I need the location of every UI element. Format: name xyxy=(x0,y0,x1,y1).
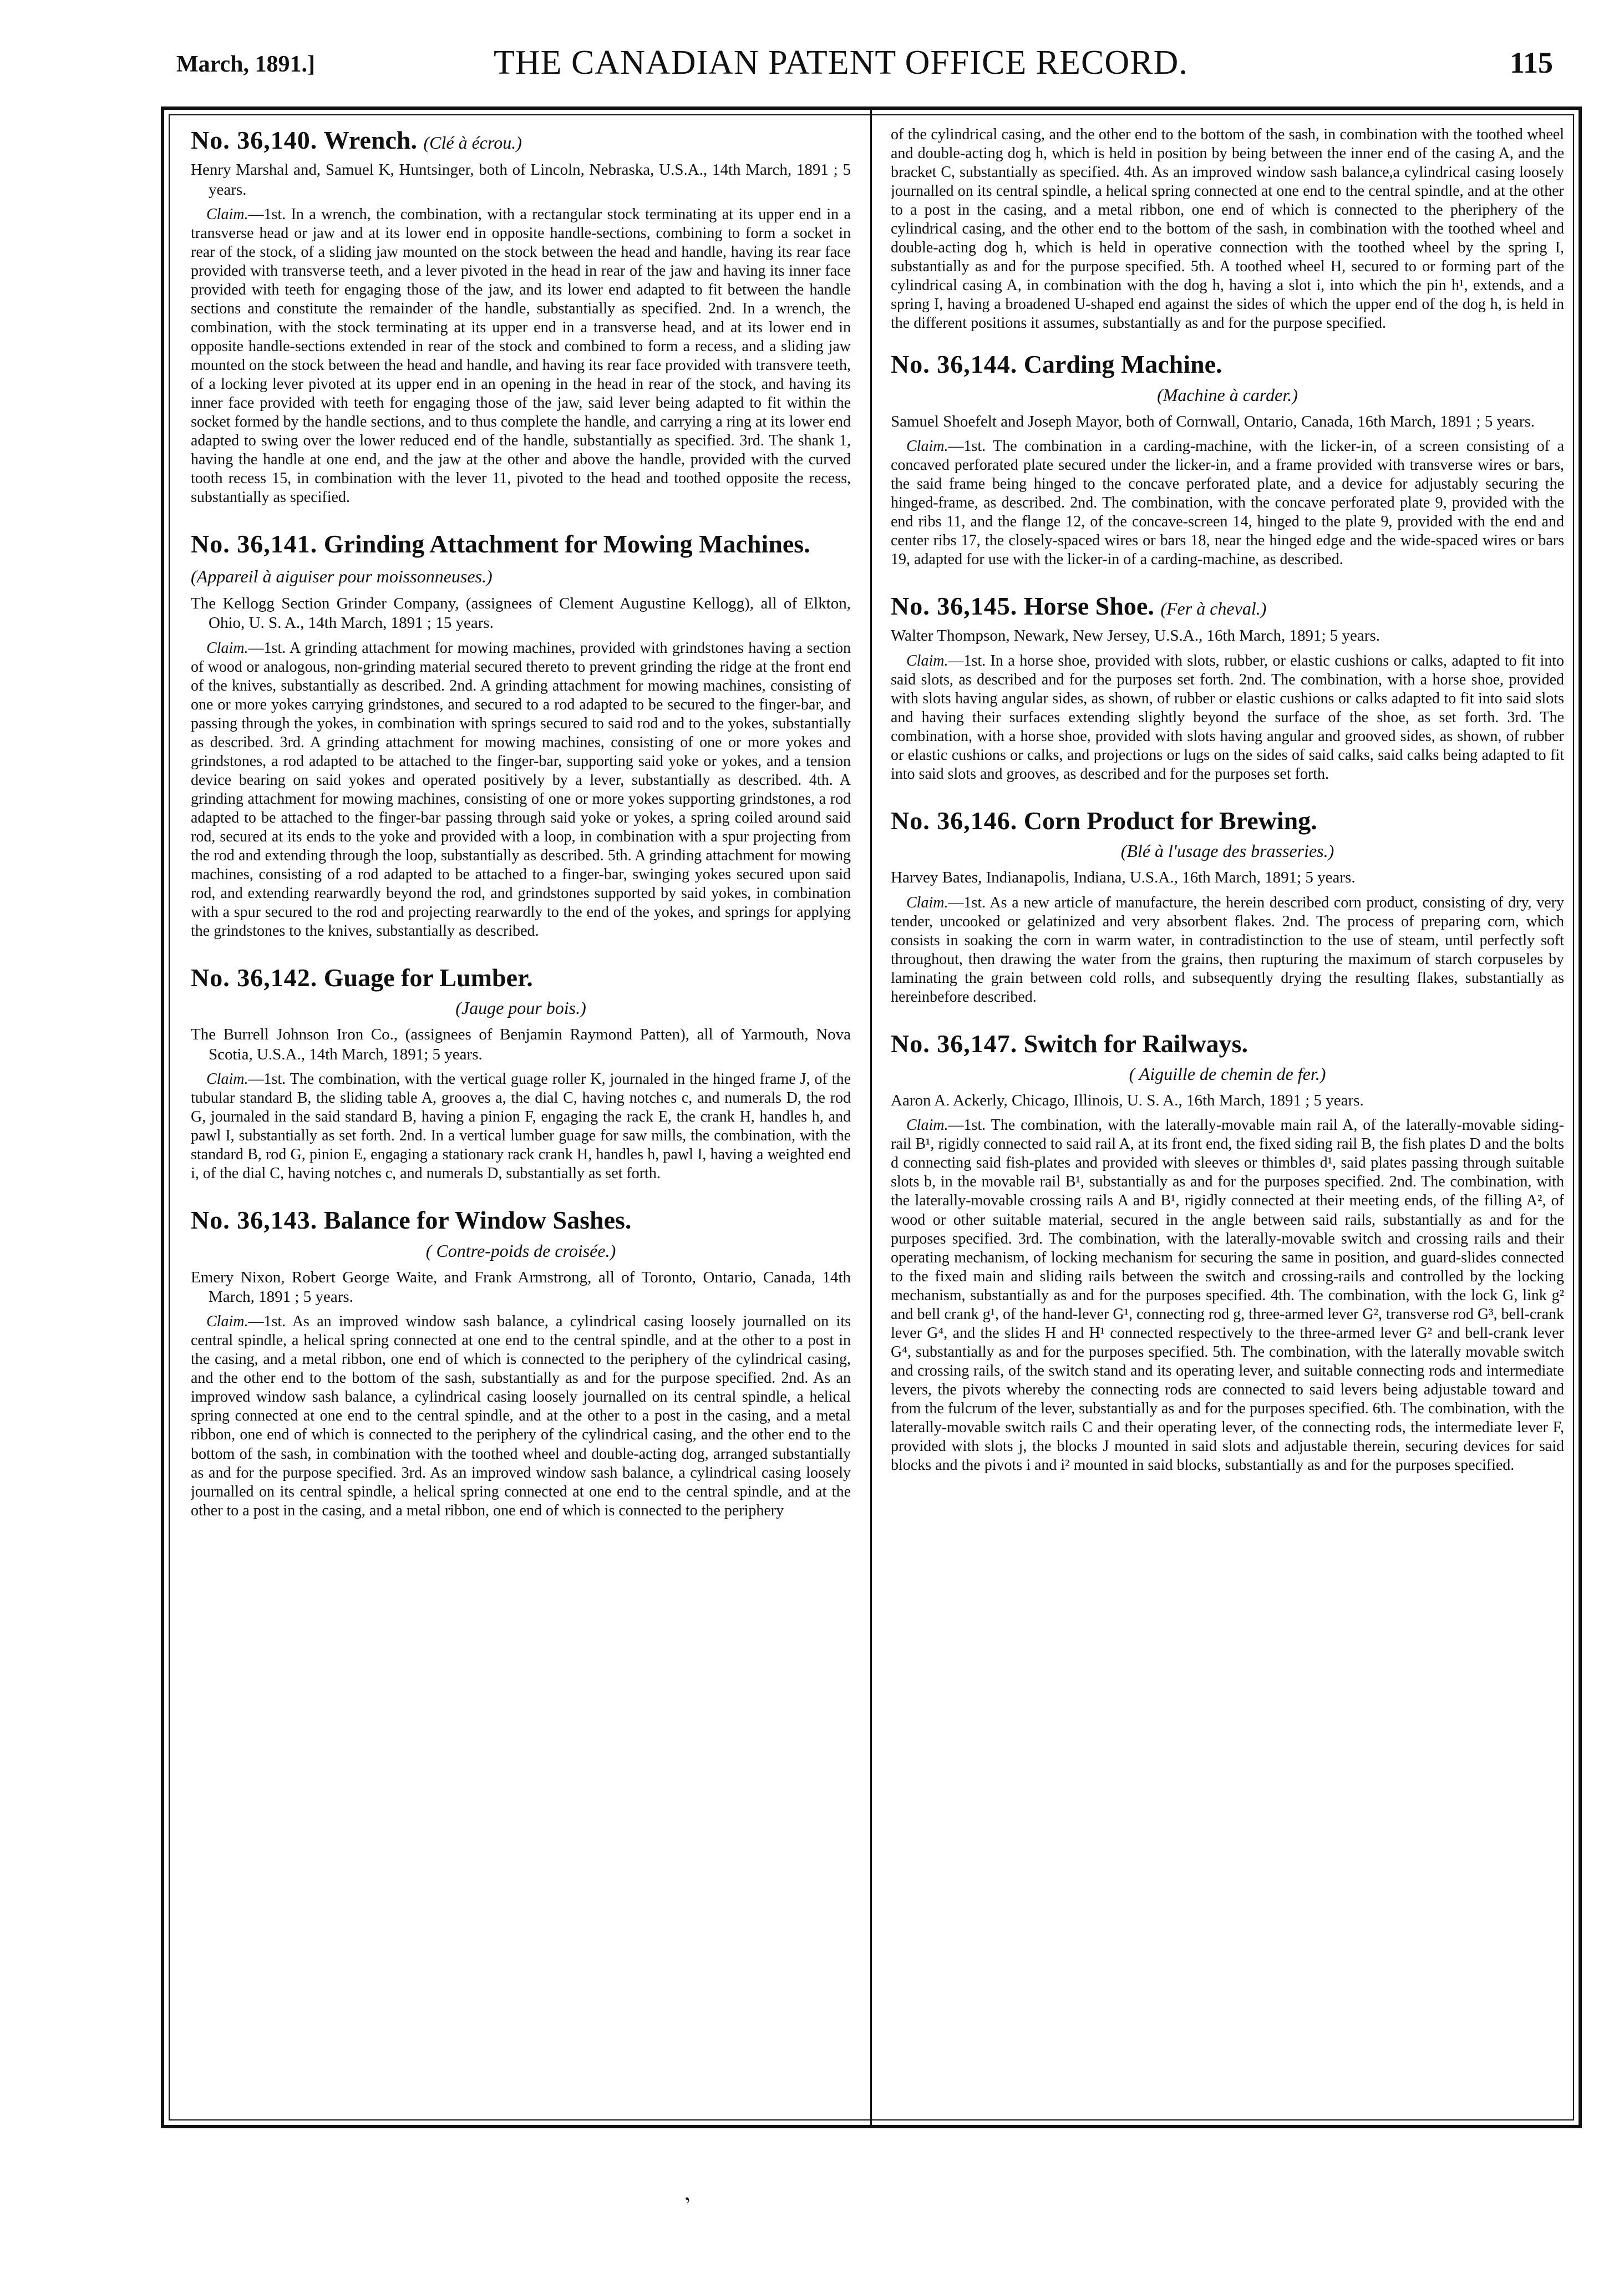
claims xyxy=(891,437,1564,569)
claims xyxy=(191,205,851,507)
french-title: (Blé à l'usage des brasseries.) xyxy=(1120,841,1334,861)
patent-number: No. 36,146. xyxy=(891,806,1018,835)
patent-entry-36141 xyxy=(191,529,851,941)
claim-label: Claim. xyxy=(906,652,948,669)
patent-entry-36145 xyxy=(891,591,1564,784)
claims xyxy=(191,639,851,941)
patent-entry-36147 xyxy=(891,1029,1564,1475)
inventors: The Kellogg Section Grinder Company, (assignees of Clement Augustine Kellogg), all of Elkton, Ohio, U. S. A., 14th March, 1891 ; 15 years. xyxy=(191,595,851,632)
patent-title: Wrench. xyxy=(323,126,417,154)
claims xyxy=(191,1312,851,1520)
claim-label: Claim. xyxy=(206,1071,248,1088)
patent-title: Horse Shoe. xyxy=(1023,592,1154,621)
patent-title: Guage for Lumber. xyxy=(323,963,533,992)
claims xyxy=(891,652,1564,784)
patent-number: No. 36,140. xyxy=(191,126,318,154)
claim-label: Claim. xyxy=(206,206,248,224)
claims xyxy=(191,1070,851,1183)
entry-heading xyxy=(191,529,851,589)
claims xyxy=(891,894,1564,1007)
patent-number: No. 36,142. xyxy=(191,963,318,992)
entry-heading xyxy=(891,1029,1564,1058)
claim-text: —1st. In a horse shoe, provided with slots, rubber, or elastic cushions or calks, adapted to fit into said slots, as described and for the purposes set forth. 2nd. The combination, with a horse shoe, provided with slots having angular sides, as shown, of rubber or elastic cushions or calks adapted to fit into said slots and having their surfaces extending slightly beyond the surface of the shoe, as set forth. 3rd. The combination, with a horse shoe, provided with slots having angular and grooved sides, as shown, of rubber or elastic cushions or calks, and projections or lugs on the sides of said calks, said calks being adapted to fit into said slots and grooves, as described and for the purposes set forth. xyxy=(891,652,1564,783)
page-number: 115 xyxy=(1510,46,1554,79)
claim-text: —1st. A grinding attachment for mowing machines, provided with grindstones having a section of wood or analogous, non-grinding material secured thereto to prevent grinding the ridge at the front end of the knives, substantially as described. 2nd. A grinding attachment for mowing machines, consisting of one or more yokes carrying grindstones, and secured to a rod adapted to be secured to the finger-bar, and passing through the yokes, in combination with springs secured to said rod and to the yokes, substantially as described. 3rd. A grinding attachment for mowing machines, consisting of one or more yokes and grindstones, a rod adapted to be attached to the finger-bar, supporting said yoke or yokes, and a tension device bearing on said yokes and operated positively by a lever, substantially as described. 4th. A grinding attachment for mowing machines, consisting of one or more yokes supporting grindstones, a rod adapted to be attached to the finger-bar passing through said yoke or yokes, a spring coiled around said rod, secured at its ends to the yoke and provided with a loop, in combination with a spur projecting from the rod and extending through the loop, substantially as described. 5th. A grinding attachment for mowing machines, consisting of a rod adapted to be attached to a finger-bar, swinging yokes secured upon said rod, and extending rearwardly beyond the rod, and grindstones supported by said yokes, in combination with a spur secured to the rod and projecting rearwardly to the end of the yokes, and springs for applying the grindstones to the knives, substantially as described. xyxy=(191,639,851,940)
page-frame xyxy=(161,106,1582,2128)
entry-heading xyxy=(191,963,851,992)
patent-number: No. 36,147. xyxy=(891,1029,1018,1058)
inventors: Emery Nixon, Robert George Waite, and Frank Armstrong, all of Toronto, Ontario, Canada, 14th March, 1891 ; 5 years. xyxy=(191,1268,851,1306)
patent-entry-36144 xyxy=(891,349,1564,569)
inventors: Henry Marshal and, Samuel K, Huntsinger, both of Lincoln, Nebraska, U.S.A., 14th March, 1891 ; 5 years. xyxy=(191,161,851,199)
french-title: (Machine à carder.) xyxy=(1157,384,1298,405)
patent-number: No. 36,144. xyxy=(891,350,1018,379)
french-title: (Appareil à aiguiser pour moissonneuses.) xyxy=(191,566,493,586)
entry-heading xyxy=(891,349,1564,379)
patent-entry-36142 xyxy=(191,963,851,1183)
claim-label: Claim. xyxy=(906,437,948,455)
inventors: Walter Thompson, Newark, New Jersey, U.S.A., 16th March, 1891; 5 years. xyxy=(891,627,1380,645)
entry-heading xyxy=(191,1205,851,1235)
footer-mark: , xyxy=(675,2180,693,2205)
patent-entry-36140 xyxy=(191,125,851,507)
claim-text: —1st. In a wrench, the combination, with a rectangular stock terminating at its upper end in a transverse head or jaw and at its lower end in opposite handle-sections, combining to form a socket in rear of the stock, of a sliding jaw mounted on the stock between the head and handle, having its rear face provided with transverse teeth, and a lever pivoted in the head in rear of the jaw and having its inner face provided with teeth for engaging those of the jaw, and its lower end adapted to fit between the handle sections and constitute the remainder of the handle, substantially as specified. 2nd. In a wrench, the combination, with the stock terminating at its upper end in a transverse head, and at its lower end in opposite handle-sections extended in rear of the stock and combined to form a recess, and a sliding jaw mounted on the stock between the head and handle, and having its rear face provided with transvere teeth, of a locking lever pivoted at its upper end in an opening in the head in rear of the stock, and having its inner face provided with teeth for engaging those of the jaw, said lever being adapted to fit within the socket formed by the handle sections, and to thus complete the handle, and carrying a ring at its lower end adapted to swing over the lower reduced end of the handle, substantially as specified. 3rd. The shank 1, having the handle at one end, and the jaw at the other and above the handle, provided with the curved tooth recess 15, in combination with the lever 11, pivoted to the head and toothed opposite the recess, substantially as specified. xyxy=(191,206,851,506)
patent-title: Corn Product for Brewing. xyxy=(1023,806,1317,835)
patent-entry-36143 xyxy=(191,1205,851,1520)
patent-title: Switch for Railways. xyxy=(1023,1029,1248,1058)
inventors: Samuel Shoefelt and Joseph Mayor, both of Cornwall, Ontario, Canada, 16th March, 1891 ; 5 years. xyxy=(891,412,1535,430)
french-title: (Clé à écrou.) xyxy=(423,133,522,153)
entry-heading xyxy=(891,591,1564,621)
claim-text: —1st. The combination, with the laterally-movable main rail A, of the laterally-movable siding-rail B¹, rigidly connected to said rail A, at its front end, the fixed siding rail B, the fish plates D and the bolts d connecting said fish-plates and provided with sleeves or thimbles d¹, said plates passing through suitable slots b, in the movable rail B¹, substantially as and for the purposes specified. 2nd. The combination, with the laterally-movable crossing rails A and B¹, rigidly connected at their meeting ends, of the filling A², of wood or other suitable material, secured in the angle between said rails, substantially as and for the purposes specified. 3rd. The combination, with the laterally-movable switch and crossing rails and their operating mechanism, of locking mechanism for securing the same in position, and guard-slides connected to the fixed main and sliding rails between the switch and crossing-rails and controlled by the locking mechanism, substantially as and for the purposes specified. 4th. The combination, with the lock G, link g² and bell crank g¹, of the hand-lever G¹, connecting rod g, three-armed lever G², transverse rod G³, bell-crank lever G⁴, and the slides H and H¹ connected respectively to the three-armed lever G² and bell-crank lever G⁴, substantially as and for the purposes specified. 5th. The combination, with the laterally movable switch and crossing rails, of the switch stand and its operating lever, and suitable connecting rods and intermediate levers, the pivots whereby the connecting rods are connected to said levers being adjustable toward and from the fulcrum of the lever, substantially as and for the purposes specified. 6th. The combination, with the laterally-movable switch rails C and their operating lever, of the connecting rods, the intermediate lever F, provided with slots j, the blocks J mounted in said slots and adjustable therein, securing devices for said blocks and the pivots i and i² mounted in said blocks, substantially as and for the purposes specified. xyxy=(891,1117,1564,1474)
french-title: ( Aiguille de chemin de fer.) xyxy=(1129,1064,1326,1084)
french-title: (Jauge pour bois.) xyxy=(455,998,586,1018)
continued-claims-36143 xyxy=(891,125,1564,333)
claim-label: Claim. xyxy=(906,1117,948,1134)
claim-label: Claim. xyxy=(906,894,948,911)
patent-number: No. 36,143. xyxy=(191,1206,318,1235)
patent-title: Balance for Window Sashes. xyxy=(323,1206,632,1235)
patent-title: Grinding Attachment for Mowing Machines. xyxy=(323,530,810,559)
claim-text: —1st. As a new article of manufacture, the herein described corn product, consisting of dry, very tender, uncooked or gelatinized and very absorbent flakes. 2nd. The process of preparing corn, which consists in soaking the corn in warm water, in contradistinction to the use of steam, until perfectly soft throughout, then drawing the water from the grains, then rupturing the maximum of starch corpuseles by laminating the grain between cold rolls, and subsequently drying the resulting flakes, substantially as hereinbefore described. xyxy=(891,894,1564,1006)
issue-date: March, 1891.] xyxy=(176,52,316,77)
patent-number: No. 36,145. xyxy=(891,592,1018,621)
inventors: Aaron A. Ackerly, Chicago, Illinois, U. S. A., 16th March, 1891 ; 5 years. xyxy=(891,1092,1364,1110)
patent-number: No. 36,141. xyxy=(191,530,318,559)
right-column xyxy=(891,125,1564,2108)
journal-title: THE CANADIAN PATENT OFFICE RECORD. xyxy=(494,44,1188,82)
claim-text: —1st. As an improved window sash balance, a cylindrical casing loosely journalled on its central spindle, a helical spring connected at one end to the central spindle, and at the other to a post in the casing, and a metal ribbon, one end of which is connected to the periphery of the cylindrical casing, and the other end to the bottom of the sash, substantially as and for the purpose specified. 2nd. As an improved window sash balance, a cylindrical casing loosely journalled on its central spindle, a helical spring connected at one end to the central spindle, and at the other to a post in the casing, and a metal ribbon, one end of which is connected to the periphery of the cylindrical casing, and the other end to the bottom of the sash, in combination with the toothed wheel and double-acting dog, arranged substantially as and for the purpose specified. 3rd. As an improved window sash balance, a cylindrical casing loosely journalled on its central spindle, a helical spring connected at one end to the central spindle, and at the other to a post in the casing, and a metal ribbon, one end of which is connected to the periphery xyxy=(191,1313,851,1519)
column-divider xyxy=(870,110,872,2125)
claim-text: —1st. The combination, with the vertical guage roller K, journaled in the hinged frame J, of the tubular standard B, the sliding table A, grooves a, the dial C, having notches c, and numerals D, the rod G, journaled in the said standard B, having a pinion F, engaging the rack E, the crank H, handles h, and pawl I, substantially as set forth. 2nd. In a vertical lumber guage for saw mills, the combination, with the standard B, rod G, pinion E, engaging a stationary rack crank H, handles h, pawl I, having a weighted end i, of the dial C, having notches c, and numerals D, substantially as set forth. xyxy=(191,1071,851,1183)
claim-text: —1st. The combination in a carding-machine, with the licker-in, of a screen consisting of a concaved perforated plate secured under the licker-in, and a frame provided with transverse wires or bars, the said frame being hinged to the concave perforated plate, and a device for adjustably securing the hinged-frame, as described. 2nd. The combination, with the concave perforated plate 9, provided with the end ribs 11, and the flange 12, of the concave-screen 14, hinged to the plate 9, provided with the end and center ribs 17, the closely-spaced wires or bars 18, near the hinged edge and the wide-spaced wires or bars 19, adapted for use with the licker-in of a carding-machine, as described. xyxy=(891,437,1564,568)
entry-heading xyxy=(191,125,851,155)
patent-title: Carding Machine. xyxy=(1023,350,1222,379)
left-column xyxy=(191,125,851,2108)
claim-label: Claim. xyxy=(206,639,248,657)
claims xyxy=(891,1116,1564,1474)
french-title: (Fer à cheval.) xyxy=(1160,598,1267,619)
claim-label: Claim. xyxy=(206,1313,248,1331)
inventors: The Burrell Johnson Iron Co., (assignees of Benjamin Raymond Patten), all of Yarmouth, Nova Scotia, U.S.A., 14th March, 1891; 5 years. xyxy=(191,1026,851,1063)
inventors: Harvey Bates, Indianapolis, Indiana, U.S.A., 16th March, 1891; 5 years. xyxy=(891,869,1356,887)
entry-heading xyxy=(891,806,1564,835)
patent-entry-36146 xyxy=(891,806,1564,1007)
french-title: ( Contre-poids de croisée.) xyxy=(425,1240,616,1261)
continued-claim-text: of the cylindrical casing, and the other end to the bottom of the sash, in combination with the toothed wheel and double-acting dog h, which is held in position by being between the inner end of the casing A, and the bracket C, substantially as specified. 4th. As an improved window sash balance,a cylindrical casing loosely journalled on its central spindle, a helical spring connected at one end to the central spindle, and at the other to a post in the casing, and a metal ribbon, one end of which is connected to the pheriphery of the cylindrical casing, and the other end to the bottom of the sash, in combination with the toothed wheel and double-acting dog h, which is held in operative connection with the toothed wheel by the spring I, substantially as and for the purpose specified. 5th. A toothed wheel H, secured to or forming part of the cylindrical casing A, in combination with the dog h, having a slot i, into which the pin h¹, extends, and a spring I, having a broadened U-shaped end against the sides of which the upper end of the dog h, is held in the different positions it assumes, substantially as and for the purpose specified. xyxy=(891,126,1564,332)
